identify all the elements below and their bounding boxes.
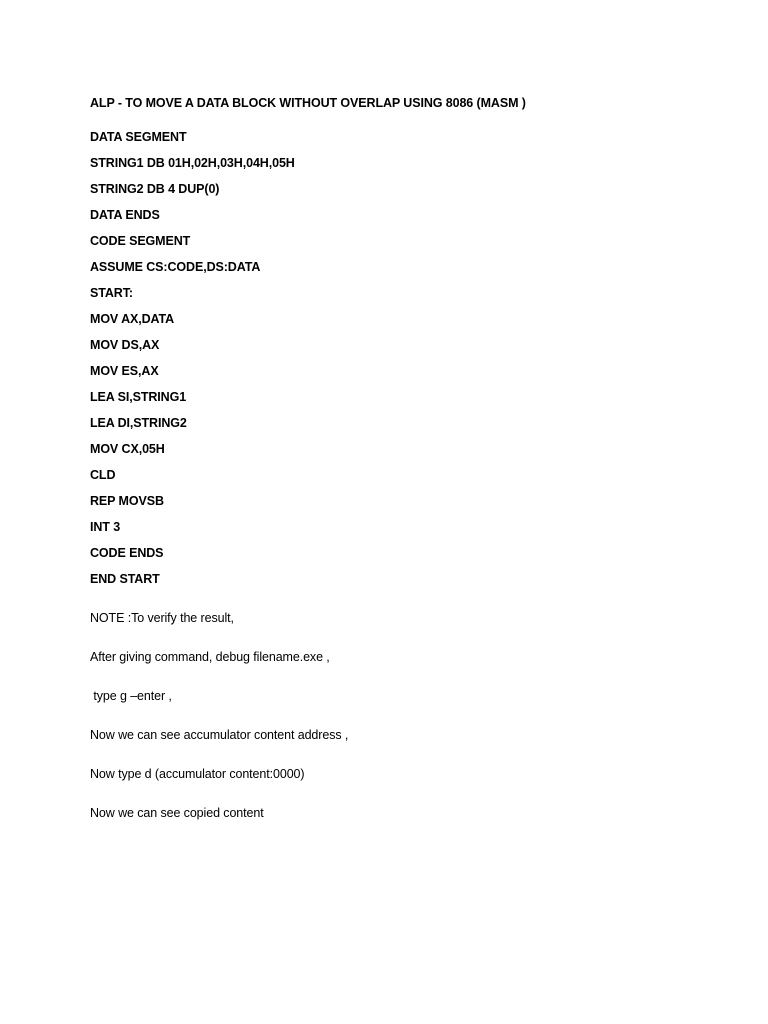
code-line-code-ends: CODE ENDS [90,546,164,560]
code-line-string2: STRING2 DB 4 DUP(0) [90,182,220,196]
note-line-verify: NOTE :To verify the result, [90,611,234,625]
code-line-rep-movsb: REP MOVSB [90,494,164,508]
code-line-mov-es-ax: MOV ES,AX [90,364,159,378]
note-line-type-d: Now type d (accumulator content:0000) [90,767,305,781]
code-line-lea-si: LEA SI,STRING1 [90,390,187,404]
code-line-start-label: START: [90,286,133,300]
code-line-mov-ax-data: MOV AX,DATA [90,312,175,326]
code-line-end-start: END START [90,572,160,586]
code-line-code-segment: CODE SEGMENT [90,234,191,248]
note-line-type-g: type g –enter , [90,689,172,703]
document-title: ALP - TO MOVE A DATA BLOCK WITHOUT OVERLAP USING 8086 (MASM ) [90,96,526,110]
code-line-int3: INT 3 [90,520,121,534]
code-line-data-ends: DATA ENDS [90,208,160,222]
code-line-assume: ASSUME CS:CODE,DS:DATA [90,260,261,274]
note-line-copied-content: Now we can see copied content [90,806,264,820]
code-line-string1: STRING1 DB 01H,02H,03H,04H,05H [90,156,295,170]
note-line-debug-command: After giving command, debug filename.exe , [90,650,330,664]
code-line-mov-cx: MOV CX,05H [90,442,165,456]
code-line-data-segment: DATA SEGMENT [90,130,187,144]
code-line-lea-di: LEA DI,STRING2 [90,416,187,430]
code-line-cld: CLD [90,468,116,482]
code-line-mov-ds-ax: MOV DS,AX [90,338,160,352]
note-line-accumulator-address: Now we can see accumulator content address , [90,728,349,742]
